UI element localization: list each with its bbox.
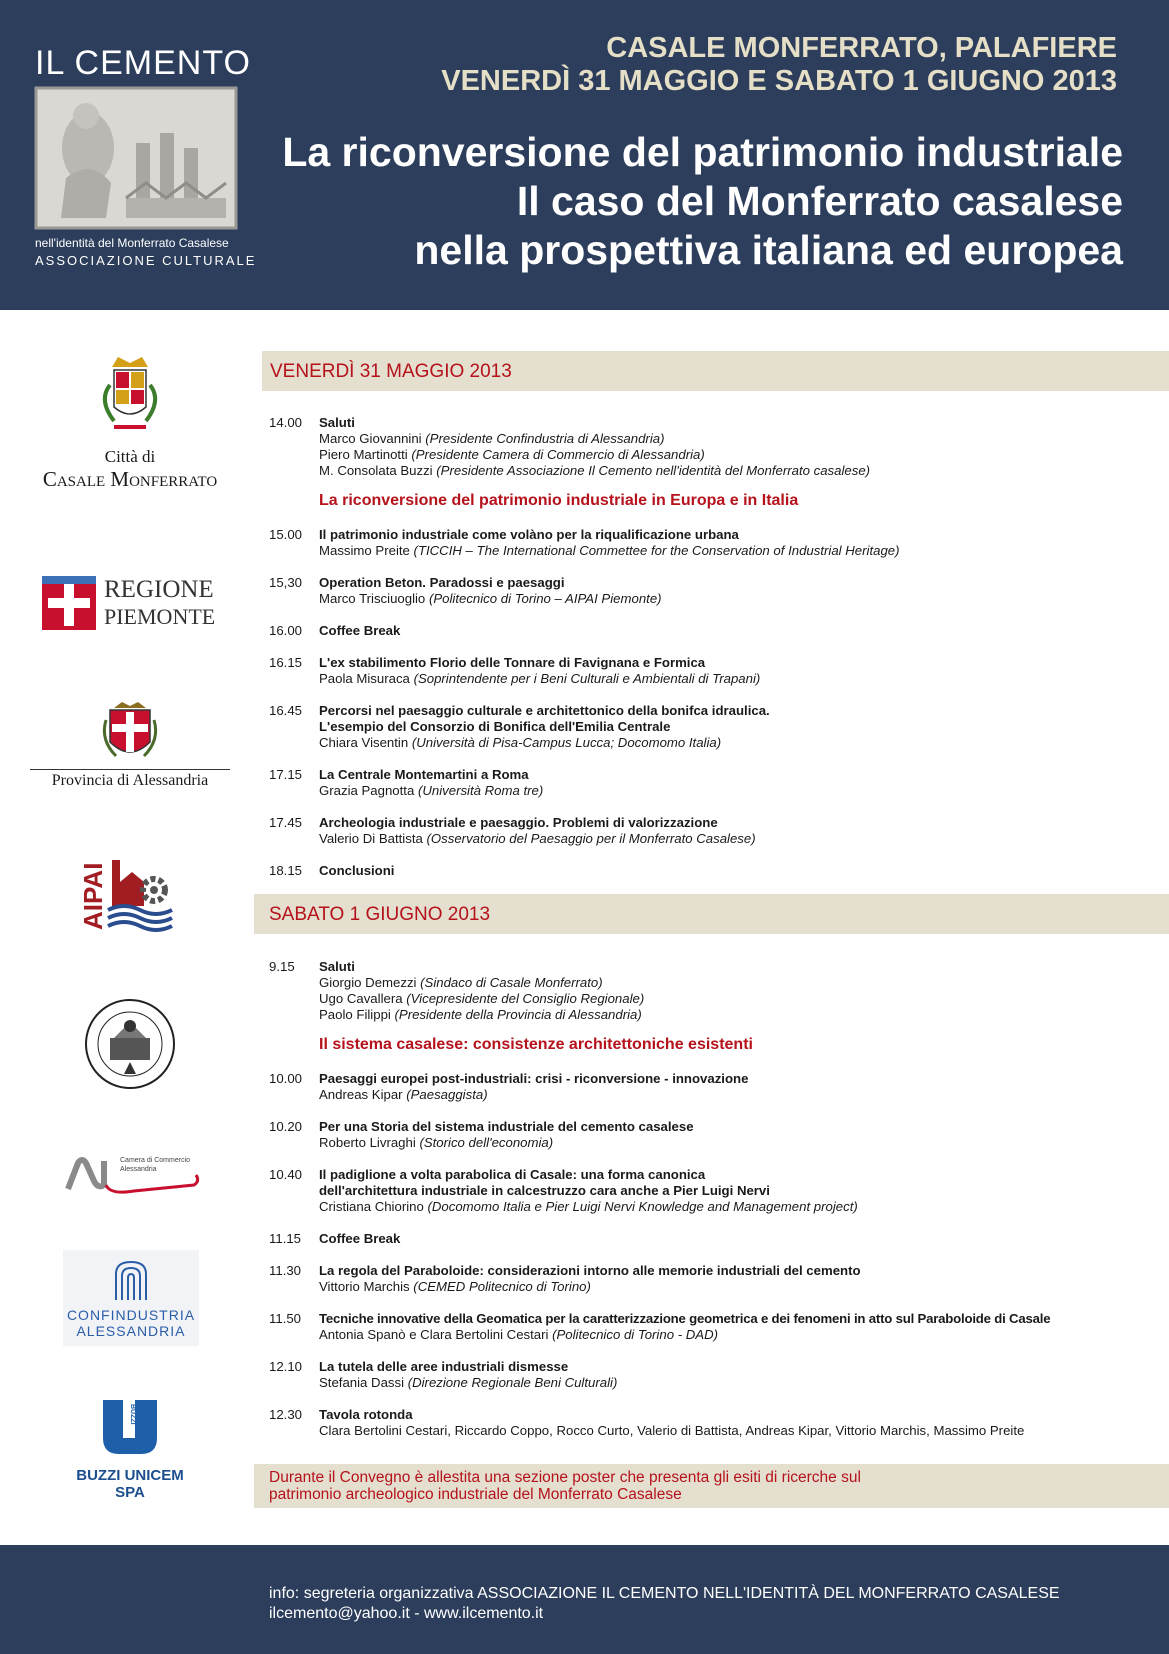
confindustria-label-1: CONFINDUSTRIA	[66, 1307, 196, 1323]
item-time: 12.30	[269, 1407, 303, 1422]
speaker-role: (Università Roma tre)	[417, 783, 544, 798]
item-title: L'ex stabilimento Florio delle Tonnare di Favignana e Formica	[319, 655, 706, 670]
item-time: 11.15	[269, 1231, 302, 1246]
camera-label-2: Alessandria	[120, 1166, 157, 1173]
speaker-role: (Soprintendente per i Beni Culturali e Ambientali di Trapani)	[413, 671, 761, 686]
provincia-coat-of-arms-icon	[102, 700, 158, 764]
event-dates: VENERDÌ 31 MAGGIO E SABATO 1 GIUGNO 2013	[441, 65, 1117, 97]
camera-label-1: Camera di Commercio	[120, 1157, 191, 1164]
item-title: Paesaggi europei post-industriali: crisi - riconversione - innovazione	[319, 1071, 749, 1086]
item-title: L'esempio del Consorzio di Bonifica dell'Emilia Centrale	[319, 719, 671, 734]
speaker-name: Piero Martinotti	[319, 447, 412, 462]
buzzi-label: BUZZI UNICEM SPA	[76, 1467, 184, 1501]
conference-title	[282, 128, 1123, 275]
item-time: 12.10	[269, 1359, 303, 1374]
item-time: 10.40	[269, 1167, 303, 1182]
politecnico-torino-seal-icon	[84, 998, 176, 1090]
item-time: 9.15	[269, 959, 295, 974]
item-title: La regola del Paraboloide: considerazioni intorno alle memorie industriali del cemento	[319, 1263, 861, 1278]
title-line: nella prospettiva italiana ed europea	[414, 227, 1123, 273]
item-time: 17.15	[269, 767, 303, 782]
speaker-role: (Presidente Confindustria di Alessandria)	[425, 431, 665, 446]
item-body	[319, 1231, 1159, 1247]
item-body	[319, 575, 1159, 607]
speaker-role: (Paesaggista)	[406, 1087, 488, 1102]
item-body	[319, 863, 1159, 879]
item-time: 11.50	[269, 1311, 302, 1326]
cement-relief-image	[36, 88, 236, 228]
item-time: 11.30	[269, 1263, 302, 1278]
event-location-dates	[441, 32, 1117, 98]
speaker-name: Paolo Filippi	[319, 1007, 395, 1022]
item-title: Saluti	[319, 415, 355, 430]
speaker-role: (Politecnico di Torino - DAD)	[552, 1327, 718, 1342]
day1-session-title: La riconversione del patrimonio industriale in Europa e in Italia	[319, 492, 799, 509]
speaker-role: (TICCIH – The International Commettee for the Conservation of Industrial Heritage)	[413, 543, 900, 558]
item-title: Archeologia industriale e paesaggio. Problemi di valorizzazione	[319, 815, 718, 830]
item-body	[319, 1119, 1159, 1151]
aipai-gear-icon	[78, 852, 176, 930]
speaker-role: (CEMED Politecnico di Torino)	[413, 1279, 591, 1294]
footer-info: info: segreteria organizzativa ASSOCIAZIONE IL CEMENTO NELL'IDENTITÀ DEL MONFERRATO CASALESE	[269, 1585, 1060, 1602]
speaker-role: (Presidente Camera di Commercio di Alessandria)	[411, 447, 705, 462]
item-title: Conclusioni	[319, 863, 395, 878]
speaker-name: Valerio Di Battista	[319, 831, 427, 846]
day2-label: SABATO 1 GIUGNO 2013	[269, 904, 491, 925]
poster-note-line: patrimonio archeologico industriale del Monferrato Casalese	[269, 1486, 682, 1503]
item-body	[319, 703, 1159, 751]
item-time: 15,30	[269, 575, 303, 590]
speaker-role: (Direzione Regionale Beni Culturali)	[407, 1375, 618, 1390]
item-title: La tutela delle aree industriali dismesse	[319, 1359, 569, 1374]
day1-label: VENERDÌ 31 MAGGIO 2013	[270, 361, 512, 382]
speaker-role: (Presidente della Provincia di Alessandria)	[394, 1007, 642, 1022]
item-time: 16.45	[269, 703, 303, 718]
brand-title: IL CEMENTO	[35, 44, 251, 82]
item-title: Per una Storia del sistema industriale del cemento casalese	[319, 1119, 694, 1134]
item-body	[319, 655, 1159, 687]
speaker-name: Cristiana Chiorino	[319, 1199, 428, 1214]
poster-note	[254, 1464, 1169, 1508]
day2-band	[254, 894, 1169, 934]
item-title: dell'architettura industriale in calcestruzzo cara anche a Pier Luigi Nervi	[319, 1183, 770, 1198]
item-body	[319, 1407, 1159, 1439]
speaker-name: Antonia Spanò e Clara Bertolini Cestari	[319, 1327, 553, 1342]
confindustria-label-2: ALESSANDRIA	[76, 1323, 186, 1339]
item-time: 10.20	[269, 1119, 303, 1134]
day2-session-title: Il sistema casalese: consistenze architettoniche esistenti	[319, 1036, 753, 1053]
item-time: 16.00	[269, 623, 303, 638]
buzzi-mark-label: BUZZI	[129, 1404, 136, 1425]
item-title: Saluti	[319, 959, 355, 974]
brand-subtitle: nell'identità del Monferrato Casalese	[35, 236, 229, 250]
speaker-name: Marco Trisciuoglio	[319, 591, 429, 606]
day1-band	[262, 351, 1169, 391]
speaker-role: (Storico dell'economia)	[419, 1135, 554, 1150]
speaker-name: Clara Bertolini Cestari, Riccardo Coppo, Rocco Curto, Valerio di Battista, Andreas Kipar, Vittorio Marchis, Massimo Preite	[319, 1423, 1025, 1438]
title-line: Il caso del Monferrato casalese	[516, 178, 1123, 224]
casale-label-2: Casale Monferrato	[42, 467, 218, 491]
logo-confindustria	[63, 1250, 199, 1346]
speaker-name: Massimo Preite	[319, 543, 414, 558]
speaker-role: (Docomomo Italia e Pier Luigi Nervi Knowledge and Management project)	[427, 1199, 858, 1214]
speaker-role: (Università di Pisa-Campus Lucca; Docomomo Italia)	[411, 735, 722, 750]
item-title: Coffee Break	[319, 623, 401, 638]
item-title: Coffee Break	[319, 1231, 401, 1246]
speaker-name: Stefania Dassi	[319, 1375, 408, 1390]
item-body	[319, 1263, 1159, 1295]
speaker-role: (Sindaco di Casale Monferrato)	[420, 975, 603, 990]
logo-camera-commercio	[64, 1155, 204, 1195]
piemonte-label-2: PIEMONTE	[104, 604, 216, 629]
item-body	[319, 959, 1159, 1023]
speaker-name: M. Consolata Buzzi	[319, 463, 437, 478]
item-body	[319, 415, 1159, 479]
speaker-name: Chiara Visentin	[319, 735, 412, 750]
aipai-label: AIPAI	[78, 862, 108, 930]
speaker-name: Ugo Cavallera	[319, 991, 407, 1006]
speaker-name: Marco Giovannini	[319, 431, 426, 446]
logo-provincia-alessandria	[30, 700, 230, 790]
item-body	[319, 527, 1159, 559]
item-time: 10.00	[269, 1071, 303, 1086]
item-body	[319, 1167, 1159, 1215]
item-title: La Centrale Montemartini a Roma	[319, 767, 529, 782]
piemonte-label-1: REGIONE	[104, 576, 214, 603]
item-body	[319, 1071, 1159, 1103]
item-time: 18.15	[269, 863, 303, 878]
speaker-role: (Politecnico di Torino – AIPAI Piemonte)	[428, 591, 662, 606]
provincia-label: Provincia di Alessandria	[30, 769, 230, 790]
logo-aipai	[78, 852, 176, 930]
logo-casale-monferrato	[20, 355, 240, 492]
item-time: 16.15	[269, 655, 303, 670]
speaker-role: (Osservatorio del Paesaggio per il Monferrato Casalese)	[426, 831, 756, 846]
speaker-name: Grazia Pagnotta	[319, 783, 418, 798]
speaker-name: Vittorio Marchis	[319, 1279, 414, 1294]
piemonte-flag-icon	[42, 576, 96, 630]
speaker-role: (Presidente Associazione Il Cemento nell'identità del Monferrato casalese)	[436, 463, 871, 478]
casale-coat-of-arms-icon	[90, 355, 170, 440]
header-banner	[0, 0, 1169, 310]
item-title: Percorsi nel paesaggio culturale e architettonico della bonifca idraulica.	[319, 703, 770, 718]
title-line: La riconversione del patrimonio industriale	[282, 129, 1123, 175]
item-time: 14.00	[269, 415, 303, 430]
speaker-name: Andreas Kipar	[319, 1087, 407, 1102]
speaker-name: Giorgio Demezzi	[319, 975, 421, 990]
speaker-name: Paola Misuraca	[319, 671, 414, 686]
item-body	[319, 767, 1159, 799]
item-title: Operation Beton. Paradossi e paesaggi	[319, 575, 565, 590]
speaker-name: Roberto Livraghi	[319, 1135, 420, 1150]
logo-regione-piemonte	[40, 574, 230, 630]
item-body	[319, 815, 1159, 847]
logo-buzzi-unicem	[60, 1398, 200, 1501]
footer-banner	[0, 1545, 1169, 1654]
speaker-role: (Vicepresidente del Consiglio Regionale)	[406, 991, 645, 1006]
buzzi-unicem-mark-icon	[101, 1398, 159, 1456]
item-title: Tecniche innovative della Geomatica per la caratterizzazione geometrica e dei fenomeni in atto sul Paraboloide di Casale	[319, 1311, 1051, 1326]
item-title: Tavola rotonda	[319, 1407, 413, 1422]
footer-contacts: ilcemento@yahoo.it - www.ilcemento.it	[269, 1605, 544, 1622]
item-time: 17.45	[269, 815, 303, 830]
confindustria-mark-icon	[106, 1258, 156, 1302]
item-body	[319, 623, 1159, 639]
casale-label-1: Città di	[104, 447, 156, 466]
item-title: Il patrimonio industriale come volàno per la riqualificazione urbana	[319, 527, 739, 542]
poster-note-line: Durante il Convegno è allestita una sezione poster che presenta gli esiti di ricerche sul	[269, 1469, 861, 1486]
brand-association: ASSOCIAZIONE CULTURALE	[35, 253, 257, 268]
item-title: Il padiglione a volta parabolica di Casale: una forma canonica	[319, 1167, 706, 1182]
item-time: 15.00	[269, 527, 303, 542]
item-body	[319, 1311, 1159, 1343]
item-body	[319, 1359, 1159, 1391]
event-location: CASALE MONFERRATO, PALAFIERE	[606, 32, 1117, 64]
